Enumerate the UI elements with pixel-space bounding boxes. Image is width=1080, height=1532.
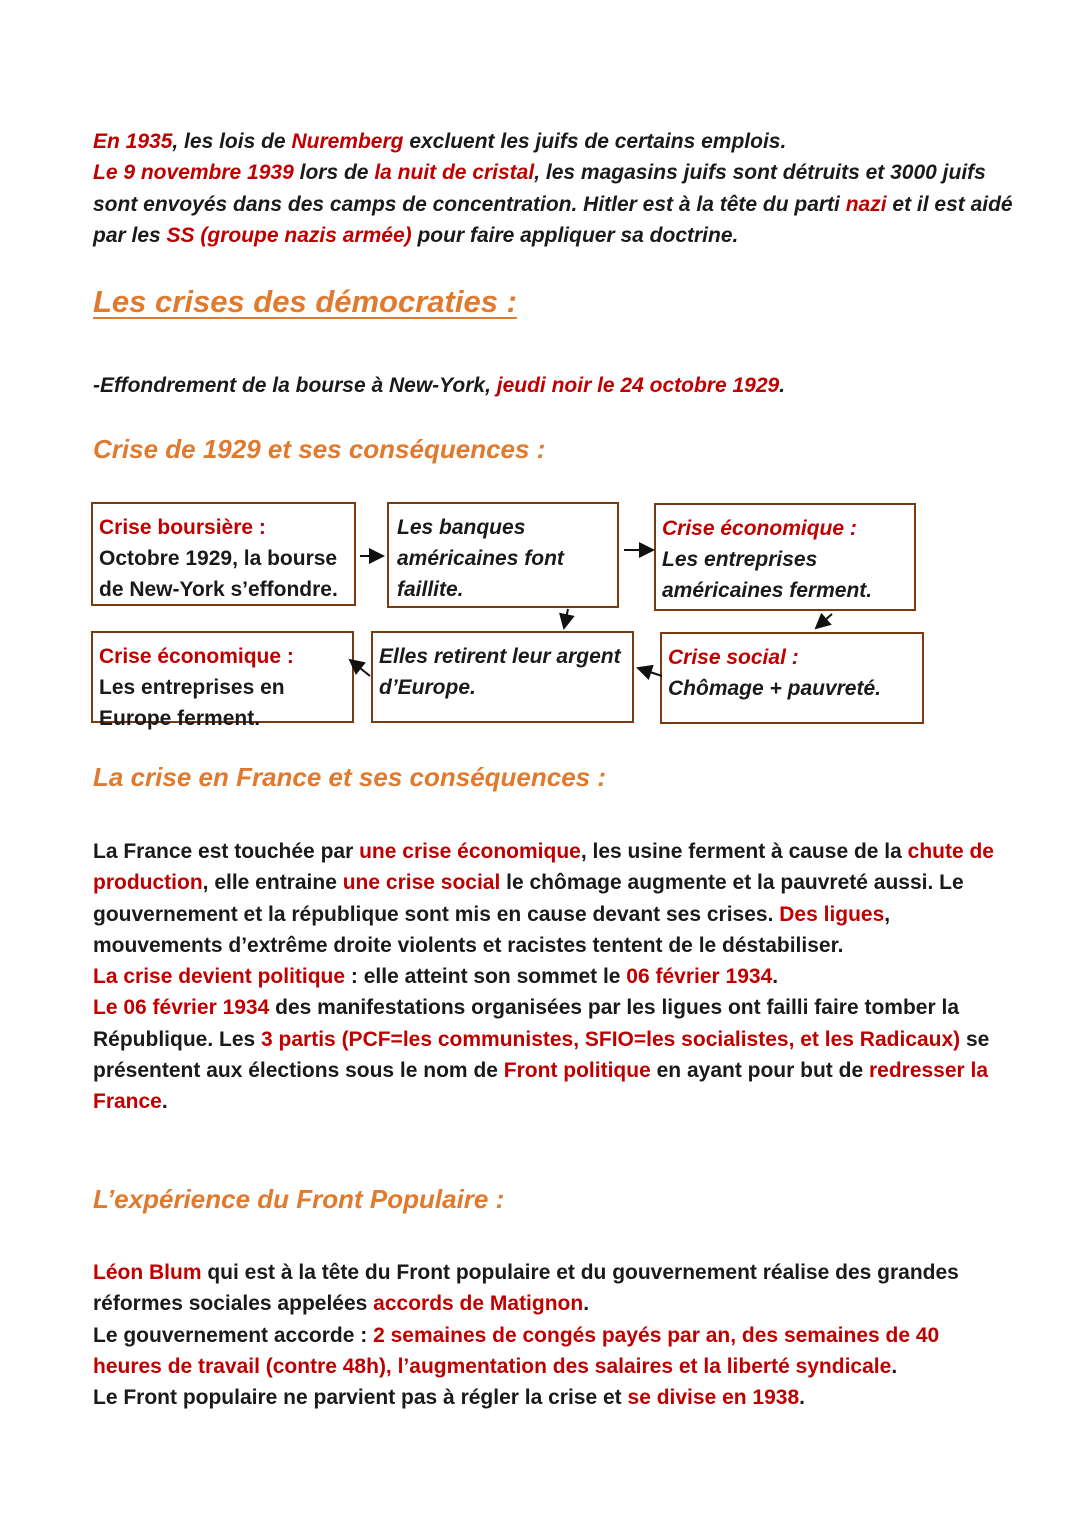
text-segment: , elle entraine [202,871,343,895]
text-segment: Le Front populaire ne parvient pas à régler la crise et [93,1386,628,1410]
date-1935: En 1935 [93,130,173,153]
date-1934-2: Le 06 février 1934 [93,996,270,1020]
text-segment: se présentent aux élections sous le nom de [93,1027,990,1083]
arrow-down-icon [564,609,568,628]
france-paragraph [93,836,1013,1118]
leon-blum-term: Léon Blum [93,1261,202,1284]
box-title: Crise économique : [662,517,857,540]
box-title: Crise économique : [99,645,294,668]
text-segment: Le gouvernement accorde : [93,1323,374,1347]
text-segment: . [779,374,786,397]
arrow-left-icon [638,668,662,676]
box-body: Chômage + pauvreté. [668,677,881,700]
text-segment: excluent les juifs de certains emplois. [403,130,787,153]
subheading-front-populaire: L’expérience du Front Populaire : [93,1184,505,1214]
box-body: Les entreprises américaines ferment. [662,548,873,602]
accords-matignon-term: accords de Matignon [373,1292,584,1316]
text-segment: : elle atteint son sommet le [345,965,627,989]
section-heading-crises: Les crises des démocraties : [93,284,517,319]
arrow-left-icon [350,660,370,676]
partis-term: 3 partis (PCF=les communistes, SFIO=les socialistes, et les Radicaux) [261,1027,961,1051]
text-segment: des manifestations organisées par les ligues ont failli faire tomber la République. Les [93,996,960,1051]
subheading-1929: Crise de 1929 et ses conséquences : [93,434,546,464]
chute-production-term: chute de production [93,840,994,895]
redresser-term: redresser la France [93,1059,989,1114]
text-segment: , mouvements d’extrême droite violents et racistes tentent de le déstabiliser. [93,902,891,957]
nazi-term: nazi [845,192,887,216]
box-body: Elles retirent leur argent d’Europe. [379,645,621,699]
text-segment: . [799,1386,805,1410]
divise-1938-term: se divise en 1938 [627,1386,800,1410]
text-segment: La France est touchée par [93,840,360,863]
text-segment: . [772,965,779,989]
text-segment: et il est aidé par les [93,192,1013,247]
crise-economique-term: une crise économique [359,840,581,863]
text-segment: pour faire appliquer sa doctrine. [411,223,739,247]
crise-politique-term: La crise devient politique [93,965,346,989]
box-body: Les entreprises en Europe ferment. [99,676,285,730]
box-title: Crise boursière : [99,516,266,539]
text-segment: . [161,1090,168,1114]
crise-social-term: une crise social [342,871,501,895]
text-segment: , les usine ferment à cause de la [580,840,908,863]
text-segment: , les lois de [172,130,292,153]
nuit-de-cristal-term: la nuit de cristal [374,161,535,185]
nuremberg-term: Nuremberg [291,130,404,153]
text-segment: lors de [293,161,375,185]
date-1934: 06 février 1934 [626,965,773,989]
front-politique-term: Front politique [503,1059,651,1083]
text-segment: . [891,1354,898,1378]
reformes-term: 2 semaines de congés payés par an, des semaines de 40 heures de travail (contre 48h), l’augmentation des salaires et la liberté syndicale [93,1323,940,1378]
arrow-down-left-icon [816,614,832,628]
text-segment: , les magasins juifs sont détruits et 3000 juifs sont envoyés dans des camps de concentration. Hitler est à la tête du parti [93,161,986,216]
text-segment: -Effondrement de la bourse à New-York, [93,374,497,397]
box-body: Les banques américaines font faillite. [397,516,564,601]
jeudi-noir-term: jeudi noir le 24 octobre 1929 [496,374,780,397]
ss-term: SS (groupe nazis armée) [166,223,412,247]
date-1939: Le 9 novembre 1939 [93,161,294,185]
ligues-term: Des ligues [779,902,885,926]
box-title: Crise social : [668,646,799,669]
front-populaire-paragraph [93,1257,1013,1413]
text-segment: . [583,1292,590,1316]
text-segment: en ayant pour but de [650,1059,869,1083]
subheading-france: La crise en France et ses conséquences : [93,762,607,792]
text-segment: le chômage augmente et la pauvreté aussi. Le gouvernement et la république sont mis en cause devant ses crises. [93,871,964,926]
box-body: Octobre 1929, la bourse de New-York s’effondre. [99,547,338,601]
text-segment: qui est à la tête du Front populaire et du gouvernement réalise des grandes réformes sociales appelées [93,1261,959,1316]
